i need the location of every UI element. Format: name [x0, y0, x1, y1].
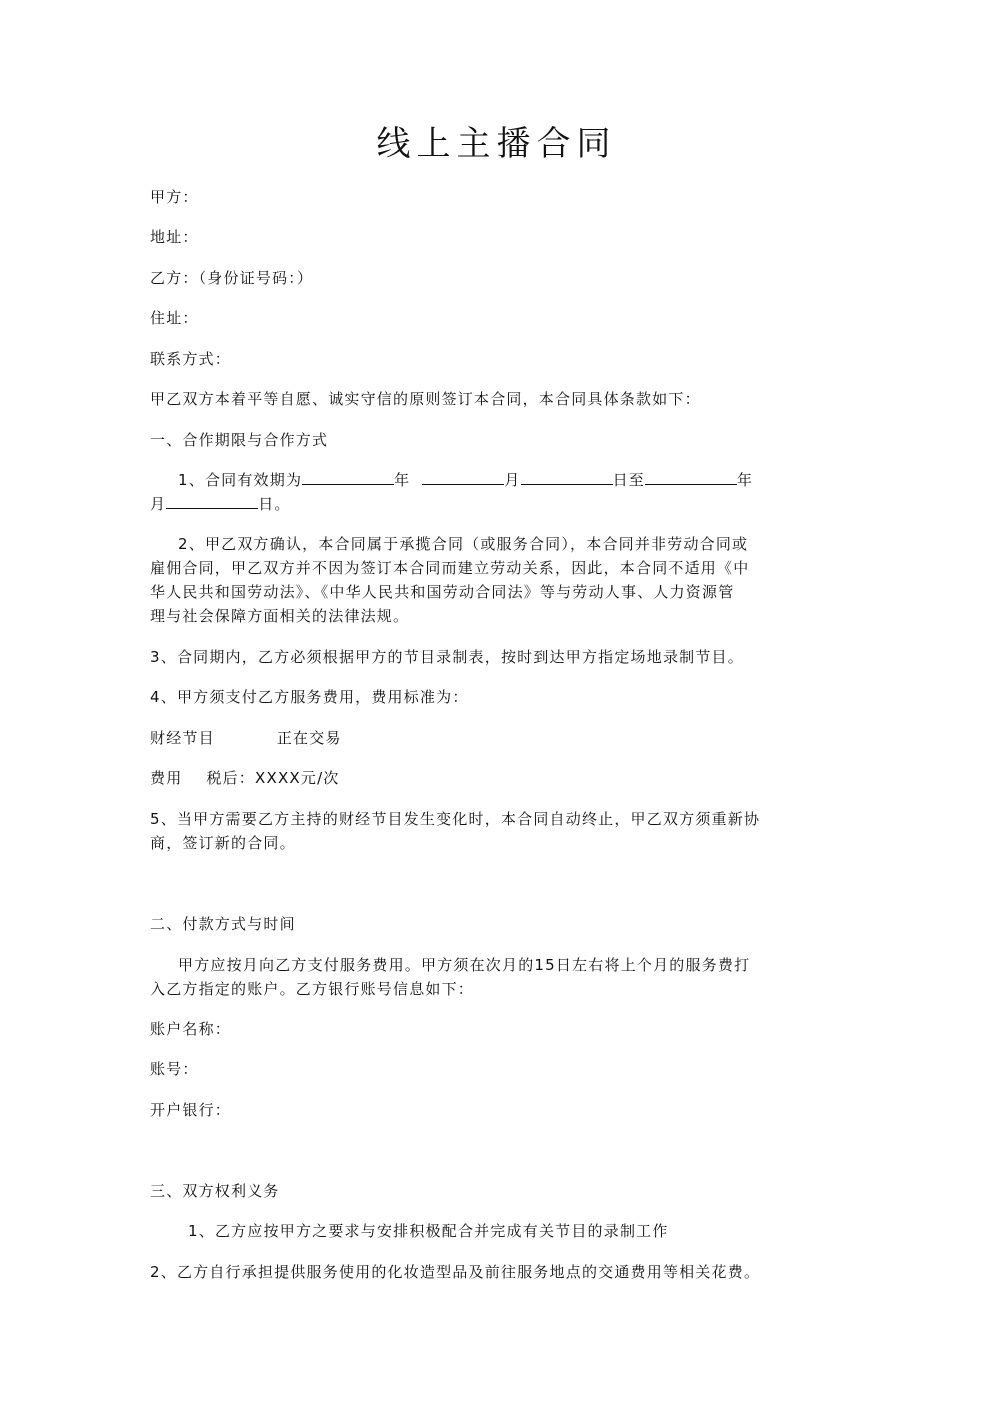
fee-row-amount: [150, 767, 340, 790]
nature-clause-line-4: 理与社会保障方面相关的法律法规。: [150, 607, 410, 625]
fee-row-program: [150, 727, 342, 750]
fee-row-amount-value: 税后：XXXX元/次: [206, 769, 340, 787]
term-year: 年: [394, 471, 411, 489]
section-1-heading: 一、合作期限与合作方式: [150, 431, 329, 449]
schedule-clause: 3、合同期内，乙方必须根据甲方的节目录制表，按时到达甲方指定场地录制节目。: [150, 648, 744, 666]
term-day-end: 日。: [258, 495, 291, 513]
page-title: 线上主播合同: [376, 124, 617, 164]
termination-clause-line-1: 5、当甲方需要乙方主持的财经节目发生变化时，本合同自动终止，甲乙双方须重新协: [150, 810, 761, 828]
month-blank: [422, 469, 504, 485]
term-clause-line-2: [150, 493, 291, 516]
obligation-clause-2: 2、乙方自行承担提供服务使用的化妆造型品及前往服务地点的交通费用等相关花费。: [150, 1263, 761, 1281]
nature-clause-line-2: 雇佣合同，甲乙双方并不因为签订本合同而建立劳动关系，因此，本合同不适用《中: [150, 559, 750, 577]
term-day-to: 日至: [612, 471, 645, 489]
fee-clause: 4、甲方须支付乙方服务费用，费用标准为：: [150, 688, 469, 706]
fee-row-amount-label: 费用: [150, 769, 183, 787]
term-clause-line-1: [178, 469, 753, 492]
party-b-label: 乙方：（身份证号码：）: [150, 269, 314, 287]
fee-row-program-label: 财经节目: [150, 729, 215, 747]
account-name-label: 账户名称：: [150, 1020, 232, 1038]
payment-paragraph-line-2: 入乙方指定的账户。乙方银行账号信息如下：: [150, 980, 475, 998]
end-year-blank: [645, 469, 737, 485]
section-3-heading: 三、双方权利义务: [150, 1182, 280, 1200]
year-blank: [302, 469, 394, 485]
address-label: 地址：: [150, 228, 199, 246]
section-2-heading: 二、付款方式与时间: [150, 915, 296, 933]
end-month-blank: [166, 493, 258, 509]
nature-clause-line-3: 华人民共和国劳动法》、《中华人民共和国劳动合同法》等与劳动人事、人力资源管: [150, 583, 735, 601]
fee-row-program-value: 正在交易: [276, 729, 342, 747]
contact-label: 联系方式：: [150, 350, 232, 368]
party-a-label: 甲方：: [150, 188, 199, 206]
residence-label: 住址：: [150, 309, 199, 327]
term-month-2: 月: [150, 495, 167, 513]
term-year-2: 年: [736, 471, 754, 489]
payment-paragraph-line-1: 甲方应按月向乙方支付服务费用。甲方须在次月的15日左右将上个月的服务费打: [178, 956, 751, 974]
account-number-label: 账号：: [150, 1060, 199, 1078]
obligation-clause-1: 1、乙方应按甲方之要求与安排积极配合并完成有关节目的录制工作: [188, 1222, 669, 1240]
termination-clause-line-2: 商，签订新的合同。: [150, 834, 296, 852]
nature-clause-line-1: 2、甲乙双方确认，本合同属于承揽合同（或服务合同），本合同并非劳动合同或: [178, 535, 749, 553]
day-blank: [521, 469, 613, 485]
intro-paragraph: 甲乙双方本着平等自愿、诚实守信的原则签订本合同，本合同具体条款如下：: [150, 390, 701, 408]
bank-label: 开户银行：: [150, 1101, 232, 1119]
term-month: 月: [504, 471, 521, 489]
term-prefix: 1、合同有效期为: [178, 471, 303, 489]
